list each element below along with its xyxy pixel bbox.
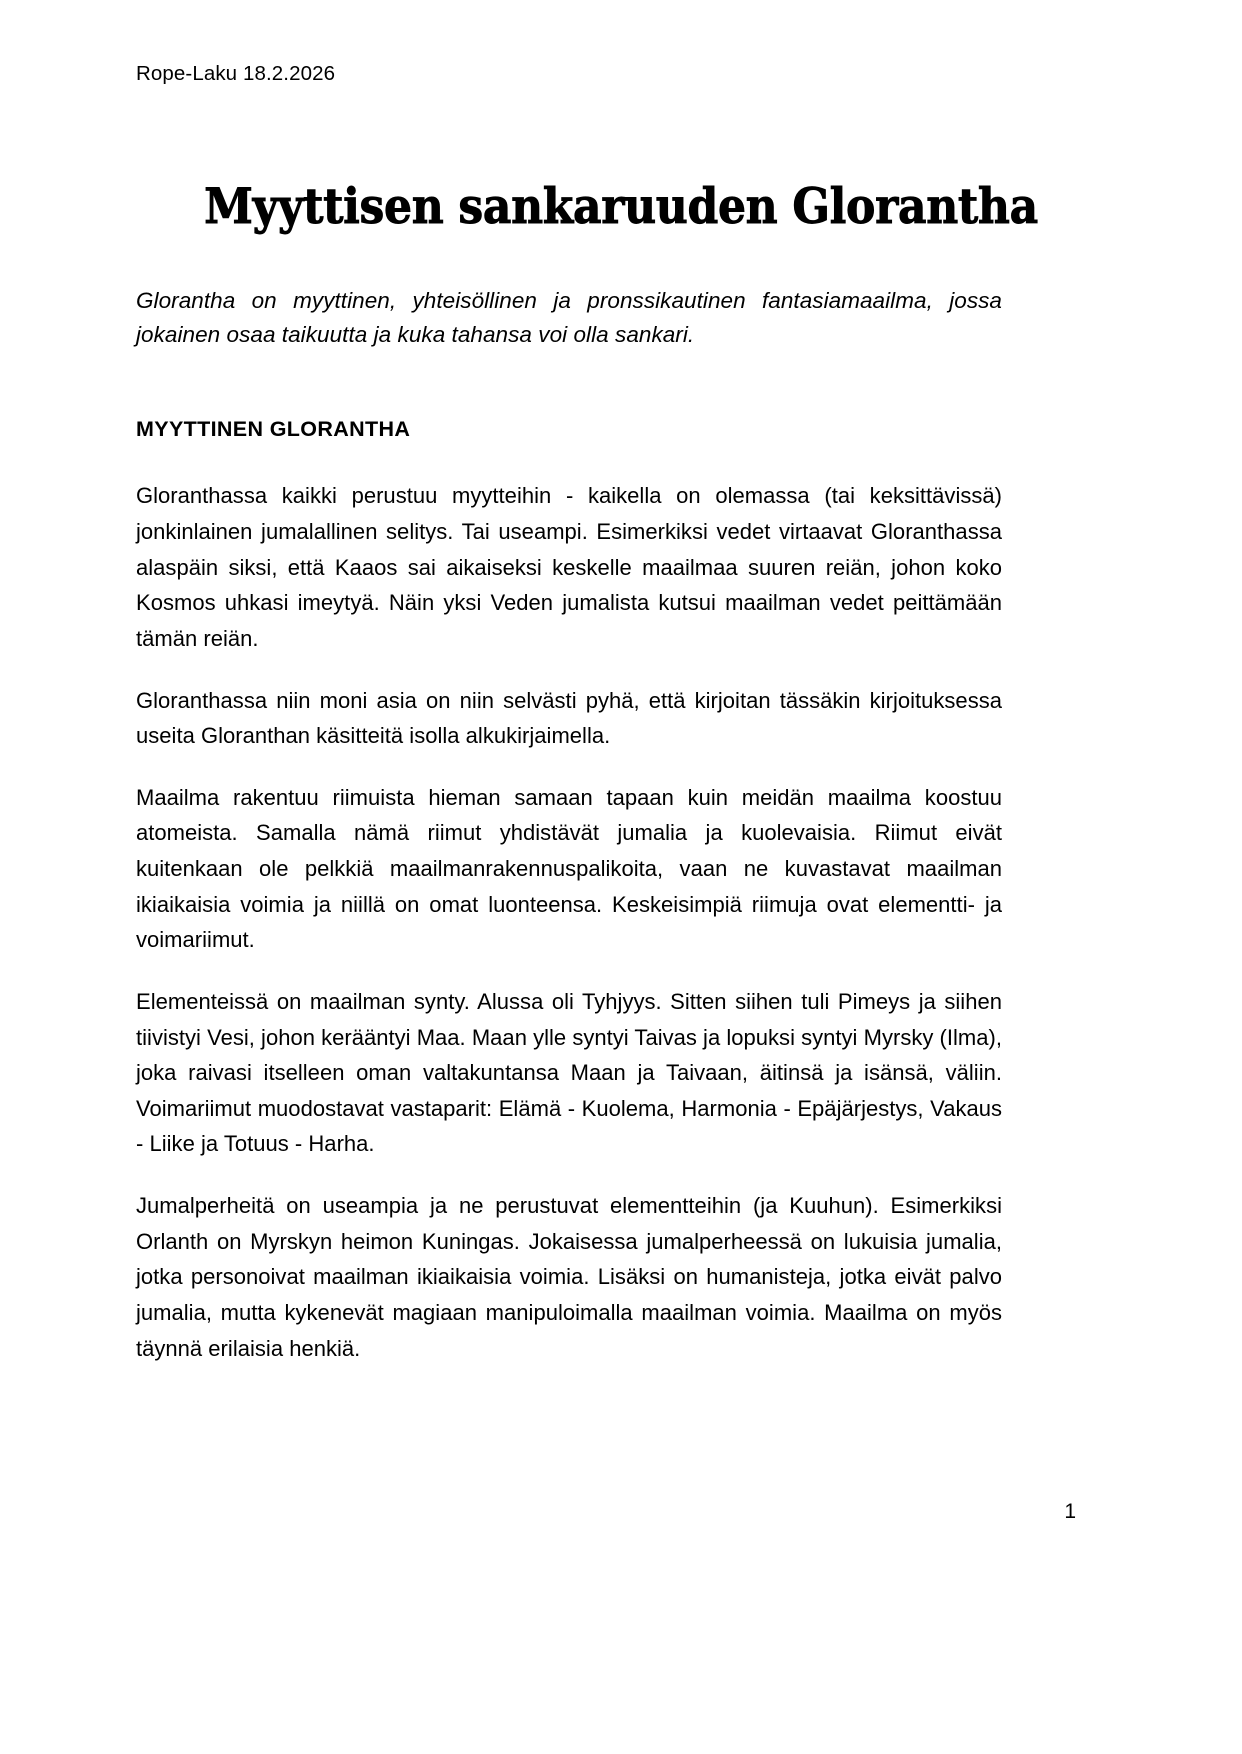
lede-paragraph: Glorantha on myyttinen, yhteisöllinen ja pronssikautinen fantasiamaailma, jossa jokainen osaa taikuutta ja kuka tahansa voi olla sankari. — [136, 288, 1002, 348]
body-paragraph: Jumalperheitä on useampia ja ne perustuvat elementteihin (ja Kuuhun). Esimerkiksi Orlanth on Myrskyn heimon Kuningas. Jokaisessa jumalperheessä on lukuisia jumalia, jotka personoivat maailman ikiaikaisia voimia. Lisäksi on humanisteja, jotka eivät palvo jumalia, mutta kykenevät magiaan manipuloimalla maailman voimia. Maailma on myös täynnä erilaisia henkiä. — [136, 1193, 1002, 1361]
body-paragraph: Maailma rakentuu riimuista hieman samaan tapaan kuin meidän maailma koostuu atomeista. Samalla nämä riimut yhdistävät jumalia ja kuolevaisia. Riimut eivät kuitenkaan ole pelkkiä maailmanrakennuspalikoita, vaan ne kuvastavat maailman ikiaikaisia voimia ja niillä on omat luonteensa. Keskeisimpiä riimuja ovat elementti- ja voimariimut. — [136, 784, 1002, 953]
running-header: Rope-Laku 18.2.2026 — [136, 62, 336, 85]
body-paragraph: Elementeissä on maailman synty. Alussa oli Tyhjyys. Sitten siihen tuli Pimeys ja siihen tiivistyi Vesi, johon kerääntyi Maa. Maan ylle syntyi Taivas ja lopuksi syntyi Myrsky (Ilma), joka raivasi itselleen oman valtakuntansa Maan ja Taivaan, äitinsä ja isänsä, väliin. Voimariimut muodostavat vastaparit: Elämä - Kuolema, Harmonia - Epäjärjestys, Vakaus - Liike ja Totuus - Harha. — [136, 988, 1002, 1157]
page-number: 1 — [1064, 1500, 1076, 1523]
body-paragraph: Gloranthassa kaikki perustuu myytteihin - kaikella on olemassa (tai keksittävissä) jonkinlainen jumalallinen selitys. Tai useampi. Esimerkiksi vedet virtaavat Gloranthassa alaspäin siksi, että Kaaos sai aikaiseksi keskelle maailmaa suuren reiän, johon koko Kosmos uhkasi imeytyä. Näin yksi Veden jumalista kutsui maailman vedet peittämään tämän reiän. — [136, 483, 1002, 651]
body-paragraph: Gloranthassa niin moni asia on niin selvästi pyhä, että kirjoitan tässäkin kirjoituksessa useita Gloranthan käsitteitä isolla alkukirjaimella. — [136, 687, 1002, 749]
document-body — [136, 284, 1002, 1366]
section-heading-myyttinen-glorantha: MYYTTINEN GLORANTHA — [136, 417, 411, 442]
page-title: Myyttisen sankaruuden Glorantha — [204, 176, 1038, 235]
